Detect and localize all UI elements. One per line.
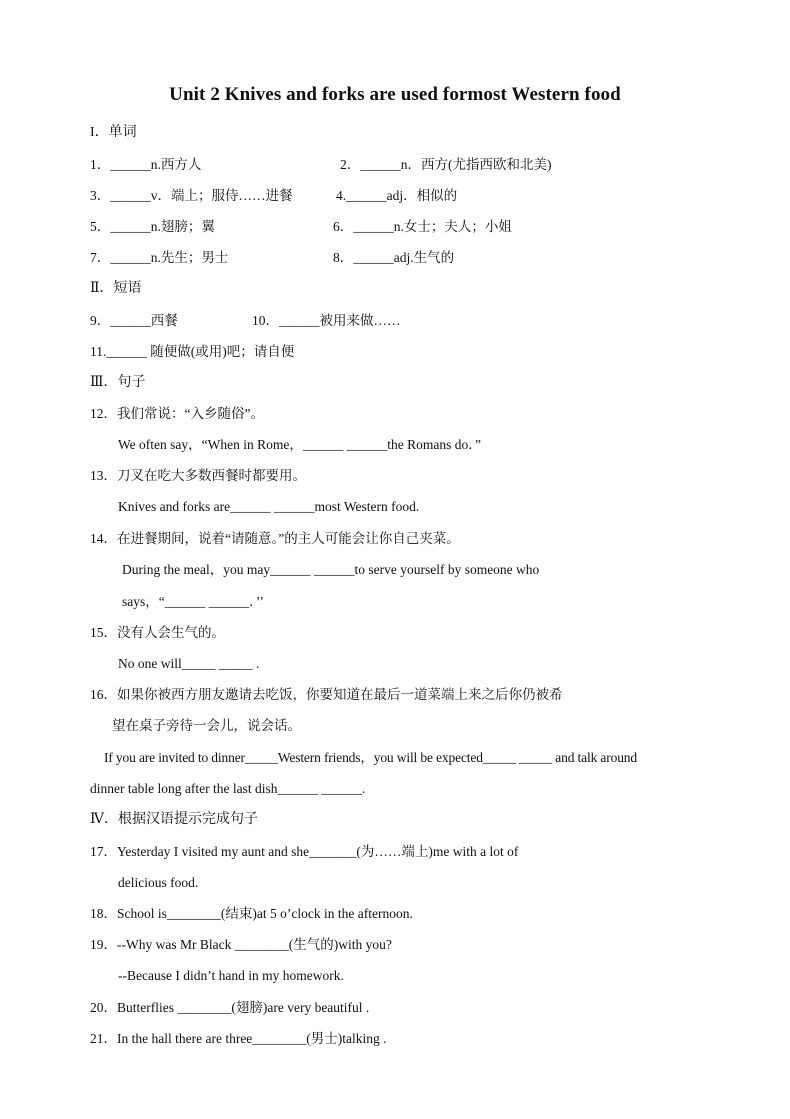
vocab-item-3: 3．______v．端上；服侍……进餐	[90, 188, 293, 203]
sentence-16-cn-line2: 望在桌子旁待一会儿，说会话。	[112, 718, 301, 733]
exercise-19-answer: --Because I didn’t hand in my homework.	[118, 968, 344, 983]
exercise-20: 20．Butterflies ________(翅膀)are very beautiful .	[90, 1000, 370, 1015]
sentence-15-cn: 15．没有人会生气的。	[90, 625, 225, 640]
exercise-19-question: 19．--Why was Mr Black ________(生气的)with you?	[90, 937, 392, 952]
section-heading-complete-sentences: Ⅳ．根据汉语提示完成句子	[90, 812, 258, 827]
sentence-15-en: No one will_____ _____ .	[118, 656, 260, 671]
sentence-13-en: Knives and forks are______ ______most Western food.	[118, 499, 420, 514]
page-title: Unit 2 Knives and forks are used formost Western food	[169, 84, 621, 105]
section-heading-phrases: Ⅱ．短语	[90, 281, 142, 296]
exercise-17-line1: 17．Yesterday I visited my aunt and she_______(为……端上)me with a lot of	[90, 844, 519, 859]
vocab-item-2: 2．______n．西方(尤指西欧和北美)	[340, 157, 552, 172]
sentence-13-cn: 13．刀叉在吃大多数西餐时都要用。	[90, 468, 306, 483]
vocab-item-1: 1．______n.西方人	[90, 157, 202, 172]
section-heading-sentences: Ⅲ．句子	[90, 375, 146, 390]
phrase-item-10: 10．______被用来做……	[252, 313, 401, 328]
sentence-16-en-line2: dinner table long after the last dish______ ______.	[90, 781, 366, 796]
vocab-item-7: 7．______n.先生；男士	[90, 250, 229, 265]
sentence-14-cn: 14．在进餐期间，说着“请随意。”的主人可能会让你自己夹菜。	[90, 531, 460, 546]
vocab-item-4: 4.______adj．相似的	[336, 188, 458, 203]
phrase-item-11: 11.______ 随便做(或用)吧；请自便	[90, 344, 295, 359]
sentence-12-en: We often say，“When in Rome，______ ______the Romans do．”	[118, 437, 481, 452]
exercise-18: 18．School is________(结束)at 5 o’clock in the afternoon.	[90, 906, 413, 921]
section-heading-vocabulary: I．单词	[90, 125, 137, 140]
sentence-14-en-line2: says，“______ ______．’’	[122, 594, 264, 609]
exercise-17-line2: delicious food.	[118, 875, 199, 890]
phrase-item-9: 9．______西餐	[90, 313, 178, 328]
sentence-12-cn: 12．我们常说：“入乡随俗”。	[90, 406, 264, 421]
exercise-21: 21．In the hall there are three________(男士)talking .	[90, 1031, 387, 1046]
sentence-14-en-line1: During the meal，you may______ ______to serve yourself by someone who	[122, 562, 540, 577]
sentence-16-cn-line1: 16．如果你被西方朋友邀请去吃饭，你要知道在最后一道菜端上来之后你仍被希	[90, 687, 563, 702]
vocab-item-8: 8．______adj.生气的	[333, 250, 455, 265]
vocab-item-6: 6．______n.女士；夫人；小姐	[333, 219, 512, 234]
sentence-16-en-line1: If you are invited to dinner_____Western friends，you will be expected_____ _____ and talk around	[104, 750, 637, 765]
vocab-item-5: 5．______n.翅膀；翼	[90, 219, 215, 234]
